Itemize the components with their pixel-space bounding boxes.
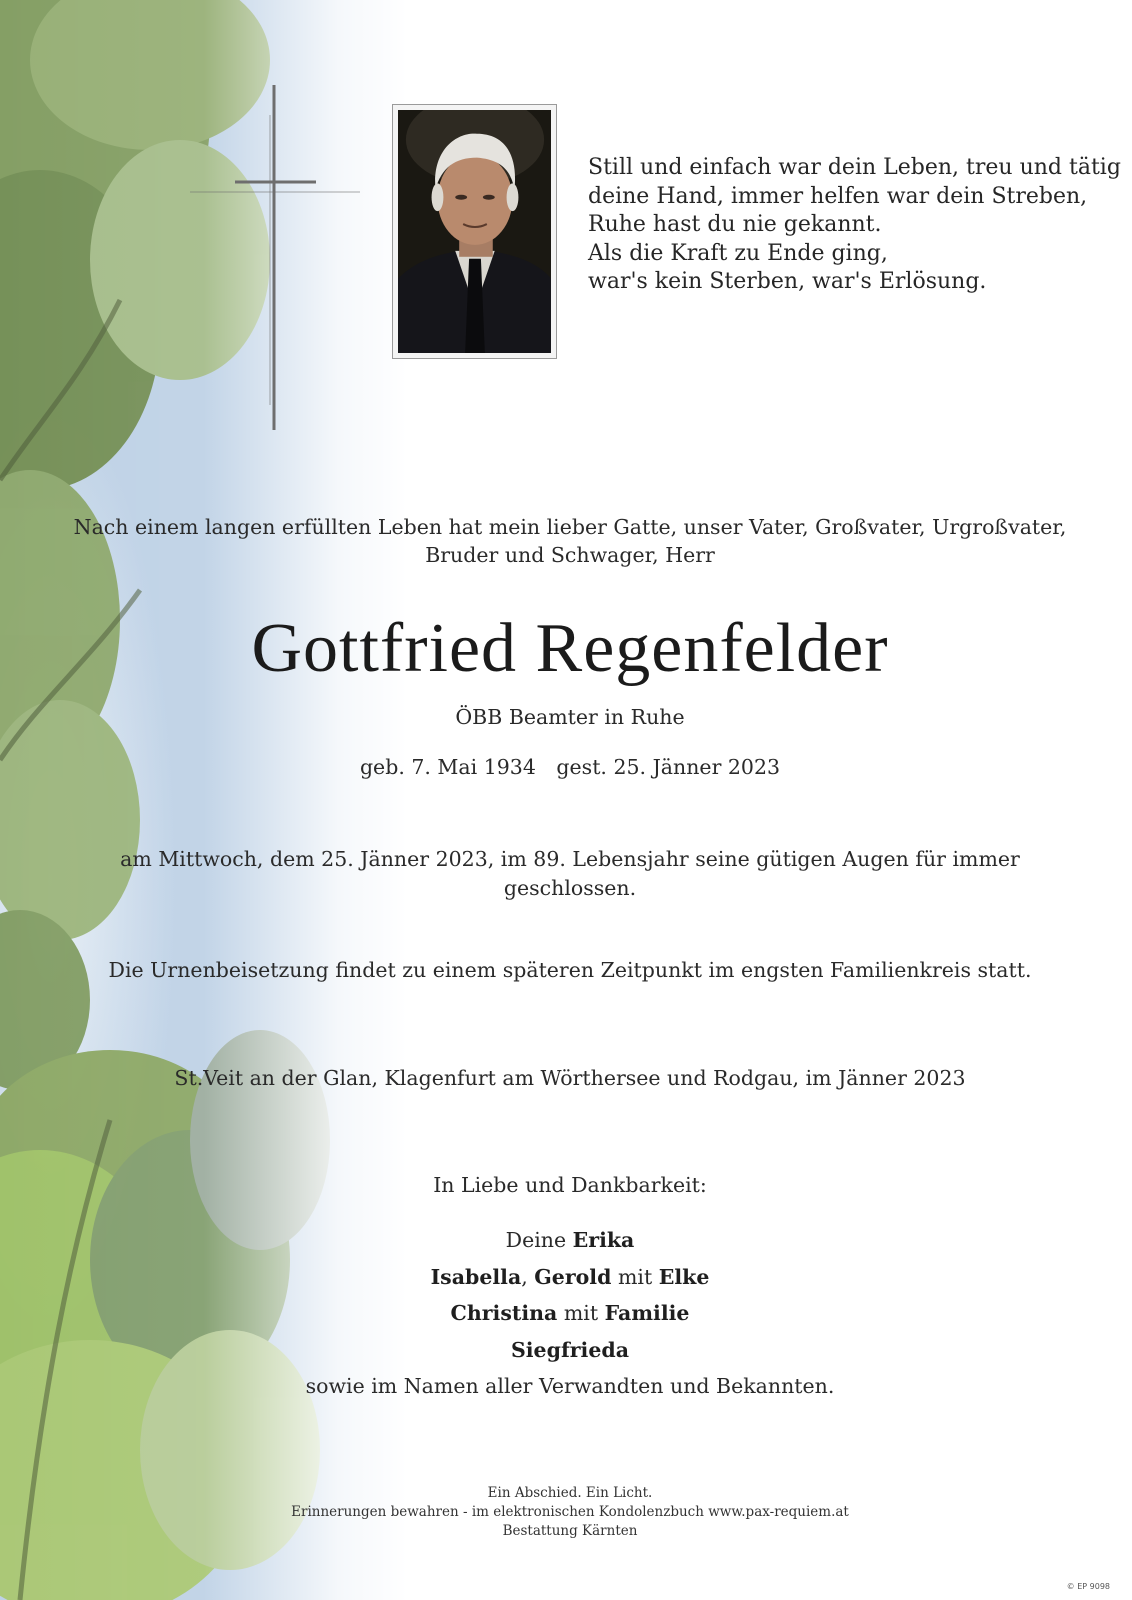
deceased-title: ÖBB Beamter in Ruhe xyxy=(455,705,685,729)
mourner-line: Christina mit Familie xyxy=(450,1301,690,1325)
death-date: gest. 25. Jänner 2023 xyxy=(556,755,781,779)
mourner-line: sowie im Namen aller Verwandten und Bekannten. xyxy=(305,1374,835,1398)
mourner-line: Siegfrieda xyxy=(510,1337,630,1362)
poem-line: Ruhe hast du nie gekannt. xyxy=(588,212,882,237)
birth-date: geb. 7. Mai 1934 xyxy=(359,755,536,779)
portrait-photo xyxy=(392,104,557,359)
death-notice: am Mittwoch, dem 25. Jänner 2023, im 89. Lebensjahr seine gütigen Augen für immer geschlossen. xyxy=(120,847,1020,900)
poem-line: war's kein Sterben, war's Erlösung. xyxy=(588,269,987,294)
place-date: St.Veit an der Glan, Klagenfurt am Wörthersee und Rodgau, im Jänner 2023 xyxy=(174,1066,966,1090)
intro-line-1: Nach einem langen erfüllten Leben hat mein lieber Gatte, unser Vater, Großvater, Urgroßvater, xyxy=(73,515,1067,539)
funeral-notice: Die Urnenbeisetzung findet zu einem späteren Zeitpunkt im engsten Familienkreis statt. xyxy=(108,958,1032,982)
mourner-line: Isabella, Gerold mit Elke xyxy=(430,1264,710,1289)
mourner-line: Deine Erika xyxy=(505,1228,635,1252)
deceased-name: Gottfried Regenfelder xyxy=(251,610,889,687)
poem-line: Still und einfach war dein Leben, treu und tätig xyxy=(588,155,1121,180)
footer-line: Erinnerungen bewahren - im elektronischen Kondolenzbuch www.pax-requiem.at xyxy=(291,1504,849,1520)
closing-line: In Liebe und Dankbarkeit: xyxy=(433,1173,707,1197)
mourners-list xyxy=(70,1222,1070,1405)
footer-line: Ein Abschied. Ein Licht. xyxy=(487,1485,653,1501)
intro-text xyxy=(70,513,1070,569)
footer xyxy=(70,1484,1070,1541)
cross-icon xyxy=(180,85,360,430)
life-dates xyxy=(70,754,1070,780)
memorial-poem xyxy=(588,154,1121,297)
footer-line: Bestattung Kärnten xyxy=(502,1523,638,1539)
poem-line: deine Hand, immer helfen war dein Streben, xyxy=(588,183,1088,209)
poem-line: Als die Kraft zu Ende ging, xyxy=(588,240,888,266)
intro-line-2: Bruder und Schwager, Herr xyxy=(425,543,715,567)
print-code: © EP 9098 xyxy=(1066,1582,1110,1591)
